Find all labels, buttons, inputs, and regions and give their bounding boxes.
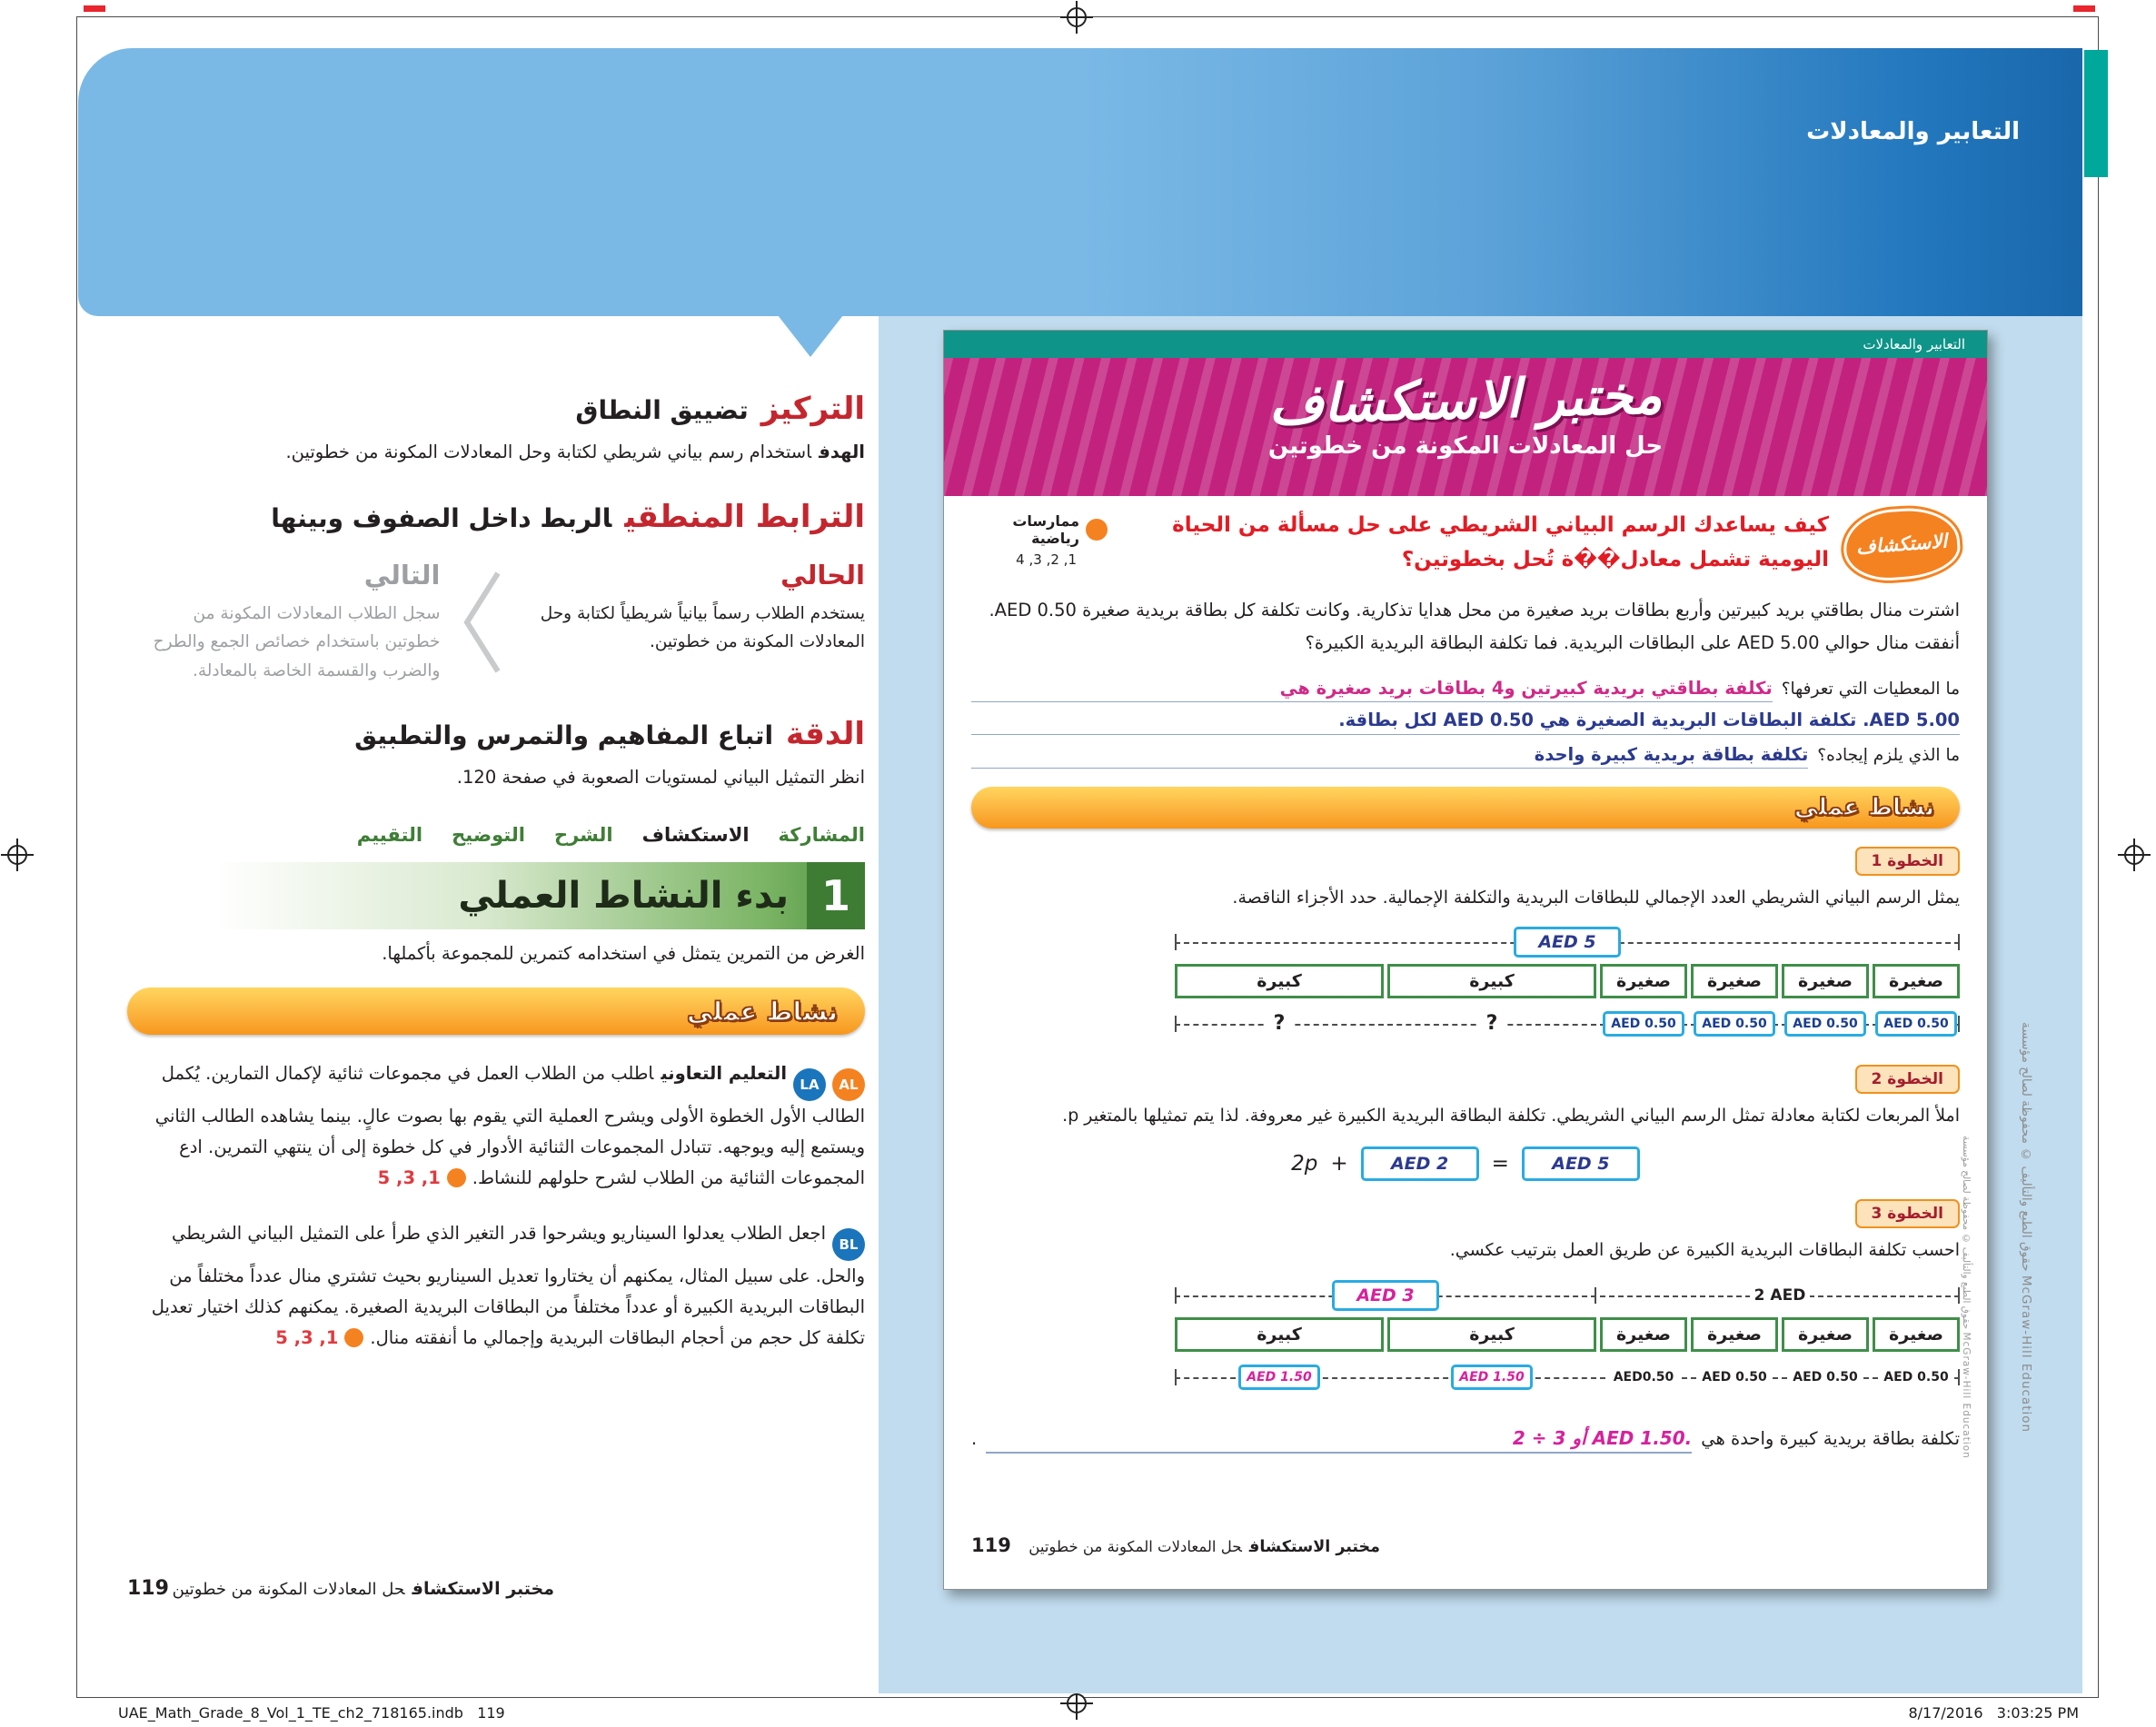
registration-mark-icon	[1063, 1690, 1090, 1717]
student-chapter-strip	[944, 331, 1987, 358]
equation-row	[971, 1146, 1960, 1181]
bar-cell: صغيرة	[1873, 964, 1960, 998]
beyond-level-note	[127, 1218, 865, 1355]
value-box: AED 0.50	[1694, 1011, 1774, 1037]
math-practices-icon	[1086, 519, 1108, 541]
value-label: AED 0.50	[1879, 1370, 1952, 1385]
hands-on-banner	[971, 787, 1960, 829]
bar-cell: صغيرة	[1873, 1317, 1960, 1352]
tick-mark	[1175, 934, 1177, 950]
diagram-1-values-row	[1175, 1001, 1960, 1047]
next-label: التالي	[363, 559, 441, 591]
tab-engage: المشاركة	[778, 823, 865, 846]
level-badge-la: LA	[793, 1068, 826, 1101]
diagram-1-cells	[1175, 964, 1960, 998]
focus-goal	[127, 437, 865, 468]
next-text: سجل الطلاب المعادلات المكونة من خطوتين باستخدام خصائص الجمع والطرح والضرب والقسمة الخاصة بالمعادلة.	[153, 603, 441, 680]
math-practices-label: ممارسات رياضية	[1012, 512, 1079, 547]
step-3	[971, 1181, 1960, 1265]
focus-heading-red: التركيز	[760, 391, 865, 427]
essential-question: كيف يساعدك الرسم البياني الشريطي على حل مسألة من الحياة اليومية تشمل معادل��ة تُحل بخطوتين؟	[1172, 513, 1829, 571]
conclusion-answer: 2 ÷ 3 أو AED 1.50.	[1512, 1426, 1693, 1449]
hands-on-label: نشاط عملي	[1793, 793, 1934, 821]
lab-subtitle: حل المعادلات المكونة من خطوتين	[1267, 432, 1664, 460]
step-2-tag: الخطوة 2	[1855, 1065, 1960, 1094]
math-practices-icon	[447, 1168, 466, 1187]
equation-box-1: AED 2	[1361, 1146, 1479, 1181]
essential-question-row	[971, 509, 1960, 580]
beyond-text: اجعل الطلاب يعدلوا السيناريو ويشرحوا قدر التغير الذي طرأ على التمثيل البياني الشريطي والحل. على سبيل المثال، يمكنهم أن يختاروا تعديل السيناريو بحيث تشتري منال عدداً مختلفاً من البطاقات البريدية الكبيرة أو عدداً مختلفاً من البطاقات البريدية الصغيرة. يمكنهم كذلك اختيار تعديل تكلفة كل حجم من أحجام البطاقات البريدية وإجمالي ما أنفقته منال.	[151, 1222, 865, 1348]
lesson-phase-tabs	[127, 824, 865, 846]
student-page	[943, 330, 1988, 1590]
unknown-value: ?	[1477, 1012, 1507, 1035]
teacher-notes-column	[127, 383, 865, 1354]
tick-mark	[1958, 934, 1960, 950]
answer-box: AED 1.50	[1238, 1365, 1319, 1390]
equals-sign: =	[1491, 1152, 1509, 1176]
now-label: الحالي	[780, 559, 865, 591]
question-2: ما الذي يلزم إيجاده؟	[1817, 745, 1960, 765]
footer-title: مختبر الاستكشافحل المعادلات المكونة من خطوتين	[1028, 1538, 1380, 1556]
answer-box: AED 1.50	[1451, 1365, 1532, 1390]
math-practices-numbers: 1, 2, 3, 4	[1016, 551, 1077, 568]
partial-amount-box: AED 3	[1332, 1280, 1438, 1311]
coop-lead: التعليم التعاوني	[661, 1063, 787, 1085]
level-badge-bl: BL	[832, 1228, 865, 1261]
section-intro: الغرض من التمرين يتمثل في استخدامه كتمرين للمجموعة بأكملها.	[382, 942, 865, 964]
focus-heading-black: تضييق النطاق	[575, 395, 749, 425]
step-2	[971, 1047, 1960, 1130]
banner-notch	[778, 315, 843, 357]
strip-label: التعابير والمعادلات	[1863, 336, 1965, 352]
copyright-vertical: حقوق الطبع والتأليف © محفوظة لصالح مؤسسة McGraw-Hill Education	[2019, 1022, 2033, 1434]
step-3-tag: الخطوة 3	[1855, 1199, 1960, 1228]
section-number: 1	[807, 862, 865, 929]
math-practices-row	[971, 512, 1108, 547]
bar-cell: كبيرة	[1387, 1317, 1596, 1352]
equation-box-2: AED 5	[1522, 1146, 1640, 1181]
value-label: AED0.50	[1609, 1370, 1679, 1385]
focus-heading	[127, 391, 865, 428]
step-3-text: احسب تكلفة البطاقات البريدية الكبيرة عن طريق العمل بترتيب عكسي.	[1449, 1240, 1960, 1261]
crop-mark-icon	[84, 5, 105, 12]
conclusion-blank	[986, 1427, 1692, 1454]
now-column	[525, 560, 865, 657]
bar-cell: كبيرة	[1175, 1317, 1384, 1352]
bar-cell: صغيرة	[1600, 964, 1687, 998]
chapter-banner	[78, 48, 2082, 316]
student-page-footer	[971, 1534, 1380, 1556]
registration-mark-icon	[2121, 841, 2148, 868]
hands-on-banner	[127, 988, 865, 1035]
section-1-banner	[127, 862, 865, 929]
inquiry-lab-logo: الاستكشاف	[1841, 505, 1962, 584]
math-practices-block	[971, 509, 1108, 568]
value-label: AED 0.50	[1697, 1370, 1771, 1385]
registration-mark-icon	[4, 841, 31, 868]
chapter-title: التعابير والمعادلات	[1806, 118, 2020, 145]
bar-cell: كبيرة	[1387, 964, 1596, 998]
question-1: ما المعطيات التي تعرفها؟	[1781, 679, 1960, 699]
value-box: AED 0.50	[1875, 1011, 1956, 1037]
student-content	[971, 509, 1960, 1454]
tab-elaborate: التوضيح	[452, 823, 525, 846]
bar-diagram-2	[1175, 1276, 1960, 1400]
now-text: يستخدم الطلاب رسماً بيانياً شريطياً لكتابة وحل المعادلات المكونة من خطوتين.	[540, 603, 865, 652]
beyond-practices: 1, 3, 5	[275, 1326, 339, 1348]
crop-mark-icon	[2073, 5, 2095, 12]
equation-term: 2p	[1291, 1152, 1318, 1176]
lab-title: مختبر الاستكشاف	[1267, 363, 1664, 436]
conclusion-prefix: تكلفة بطاقة بريدية كبيرة واحدة هي	[1701, 1427, 1960, 1449]
now-next-block	[127, 560, 865, 685]
bar-cell: صغيرة	[1691, 964, 1778, 998]
footer-title: مختبر الاستكشافحل المعادلات المكونة من خطوتين	[172, 1579, 554, 1599]
teacher-page-footer	[127, 1577, 554, 1600]
bar-cell: صغيرة	[1782, 1317, 1869, 1352]
print-slug-filename: UAE_Math_Grade_8_Vol_1_TE_ch2_718165.indb 119	[118, 1704, 505, 1722]
math-practices-icon	[344, 1328, 363, 1347]
step-2-text: املأ المربعات لكتابة معادلة تمثل الرسم البياني الشريطي. تكلفة البطاقة البريدية الكبيرة غير معروفة. لذا يتم تمثيلها بالمتغير p.	[1062, 1105, 1960, 1126]
conclusion-row	[971, 1427, 1960, 1454]
unknown-value: ?	[1265, 1012, 1295, 1035]
copyright-vertical: حقوق الطبع والتأليف © محفوظة لصالح مؤسسة McGraw-Hill Education	[1961, 1136, 1972, 1459]
level-badge-al: AL	[832, 1068, 865, 1101]
chapter-color-tab	[2084, 50, 2108, 177]
plus-sign: +	[1330, 1152, 1348, 1176]
partial-amount-label: 2 AED	[1750, 1286, 1811, 1305]
diagram-2-total-row	[1175, 1276, 1960, 1315]
question-2-row	[971, 744, 1960, 769]
value-box: AED 0.50	[1603, 1011, 1684, 1037]
tab-explain: الشرح	[553, 823, 613, 846]
coherence-heading: الترابط المنطقيالربط داخل الصفوف وبينها	[271, 498, 865, 535]
hands-on-label: نشاط عملي	[686, 996, 838, 1027]
print-slug-timestamp: 8/17/2016 3:03:25 PM	[1908, 1704, 2079, 1722]
step-1-text: يمثل الرسم البياني الشريطي العدد الإجمالي للبطاقات البريدية والتكلفة الإجمالية. حدد الأجزاء الناقصة.	[1232, 887, 1960, 908]
answer-2: تكلفة بطاقة بريدية كبيرة واحدة	[971, 744, 1808, 769]
coop-text: اطلب من الطلاب العمل في مجموعات ثنائية لإكمال التمارين. يُكمل الطالب الأول الخطوة الأولى ويشرح العملية التي يقوم بها بصوت عالٍ. بينما يشاهده الطالب الثاني ويستمع إليه ويوجهه. تتبادل المجموعات الثنائية الأدوار في كل خطوة إلى أن ينتهي التمرين. ادع المجموعات الثنائية من الطلاب لشرح حلولهم للنشاط.	[154, 1063, 865, 1189]
diagram-2-cells	[1175, 1317, 1960, 1352]
goal-label: الهدف	[819, 441, 865, 462]
tab-evaluate: التقييم	[356, 823, 423, 846]
problem-statement: اشترت منال بطاقتي بريد كبيرتين وأربع بطاقات بريد صغيرة من محل هدايا تذكارية. وكانت تكلفة كل بطاقة بريدية صغيرة AED 0.50. أنفقت منال حوالي AED 5.00 على البطاقات البريدية. فما تكلفة البطاقة البريدية الكبيرة؟	[989, 600, 1960, 654]
value-label: AED 0.50	[1788, 1370, 1862, 1385]
answer-1-line-2: AED 5.00. تكلفة البطاقات البريدية الصغيرة هي AED 0.50 لكل بطاقة.	[971, 702, 1960, 735]
step-1-tag: الخطوة 1	[1855, 847, 1960, 876]
question-1-row	[971, 678, 1960, 702]
next-column	[145, 560, 441, 685]
bar-cell: صغيرة	[1691, 1317, 1778, 1352]
bar-diagram-1	[1175, 923, 1960, 1047]
cooperative-learning-note	[127, 1058, 865, 1195]
bar-cell: صغيرة	[1782, 964, 1869, 998]
bar-cell: كبيرة	[1175, 964, 1384, 998]
rigor-heading: الدقةاتباع المفاهيم والتمرس والتطبيق	[354, 716, 865, 753]
conclusion-period: .	[971, 1427, 978, 1449]
section-title: بدء النشاط العملي	[458, 874, 789, 917]
page-number: 119	[127, 1577, 169, 1600]
bar-cell: صغيرة	[1600, 1317, 1687, 1352]
tab-explore: الاستكشاف	[641, 823, 750, 846]
page-number: 119	[971, 1534, 1011, 1556]
total-amount-box: AED 5	[1514, 927, 1620, 958]
diagram-1-total-row	[1175, 923, 1960, 961]
registration-mark-icon	[1063, 4, 1090, 31]
rigor-text: انظر التمثيل البياني لمستويات الصعوبة في صفحة 120.	[456, 766, 865, 788]
lab-title-banner	[944, 358, 1987, 496]
step-1	[971, 829, 1960, 912]
coop-practices: 1, 3, 5	[377, 1167, 441, 1189]
diagram-2-values-row	[1175, 1355, 1960, 1400]
chevron-left-icon	[458, 566, 507, 679]
goal-text: استخدام رسم بياني شريطي لكتابة وحل المعادلات المكونة من خطوتين.	[285, 441, 812, 462]
value-box: AED 0.50	[1784, 1011, 1865, 1037]
answer-1-line-1: تكلفة بطاقتي بريدية كبيرتين و4 بطاقات بريد صغيرة هي	[971, 678, 1773, 702]
